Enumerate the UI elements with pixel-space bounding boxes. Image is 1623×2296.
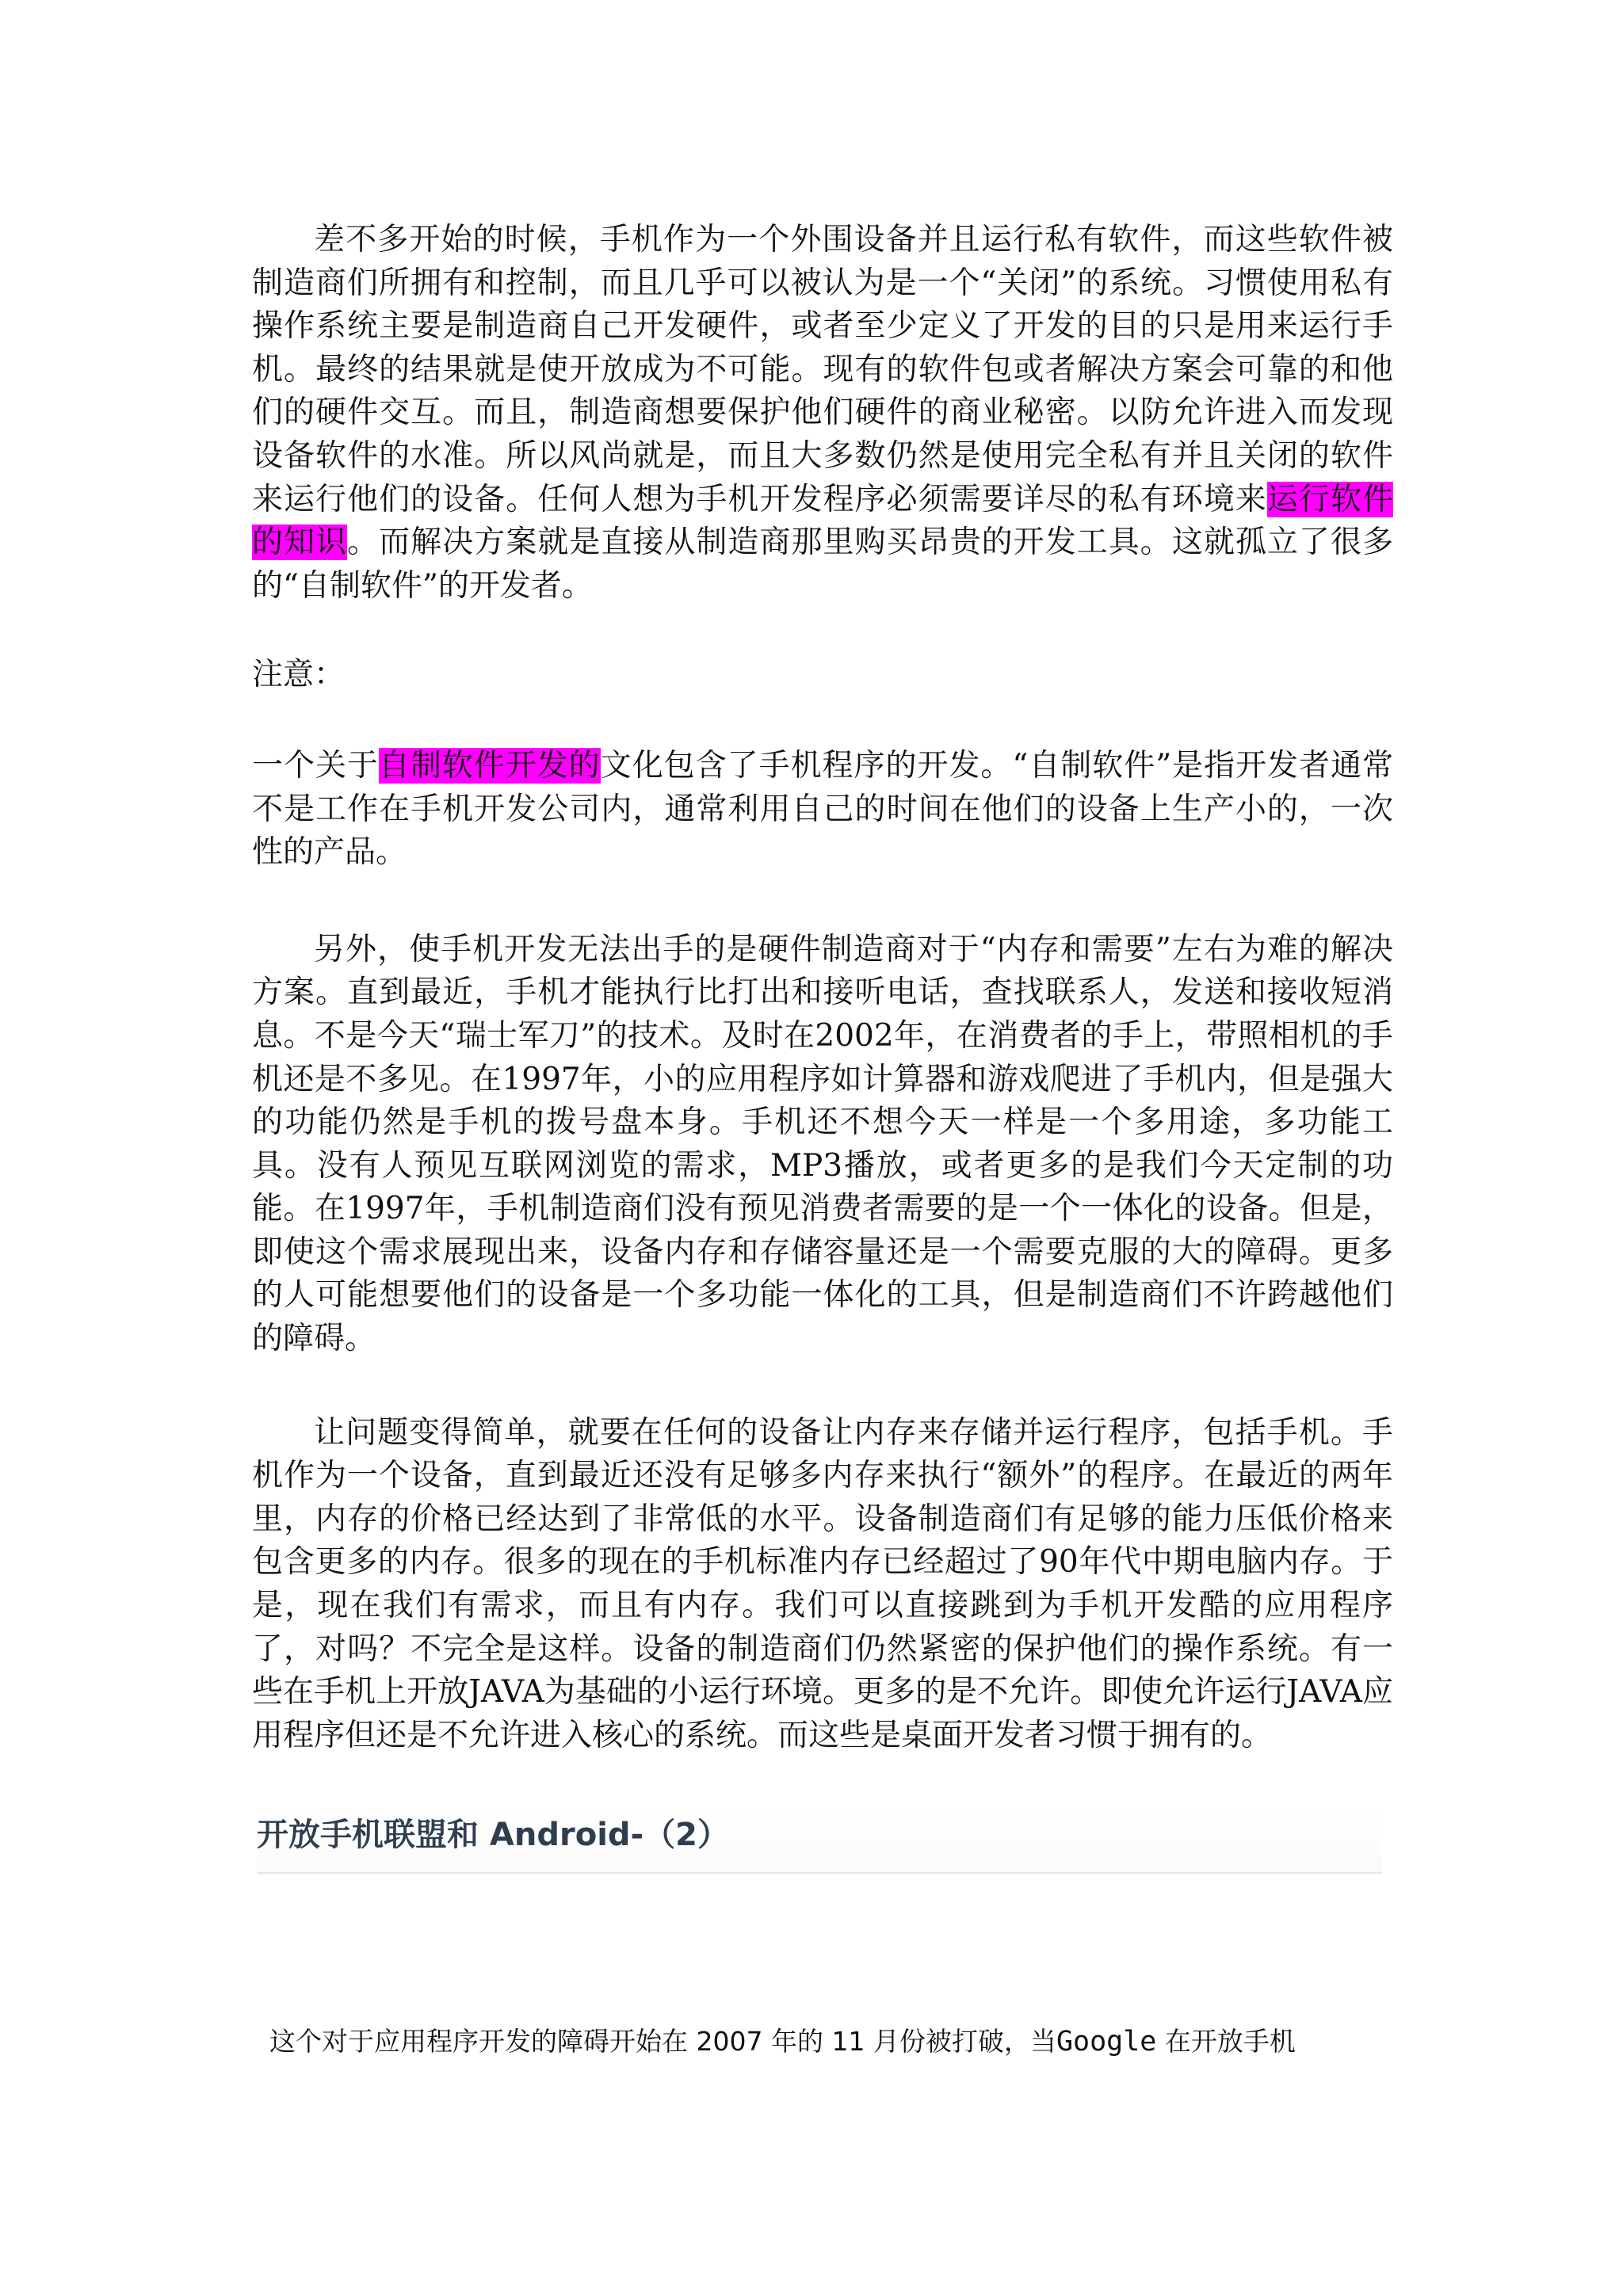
- paragraph-intro-tail: 。而解决方案就是直接从制造商那里购买昂贵的开发工具。这就孤立了很多的“自制软件”的开发者。: [252, 524, 1393, 604]
- paragraph-note: [252, 745, 1393, 875]
- note-label: 注意：: [252, 657, 346, 693]
- brand-google: Google: [1056, 2026, 1157, 2058]
- highlight-text: 运行软件的知识: [252, 481, 1393, 561]
- paragraph-android-intro: [252, 2024, 1393, 2059]
- section-heading: 开放手机联盟和 Android-（2）: [257, 1817, 729, 1854]
- paragraph-android-tail: 在开放手机: [1156, 2026, 1296, 2058]
- paragraph-intro: [252, 219, 1393, 608]
- paragraph-simplify: 让问题变得简单，就要在任何的设备让内存来存储并运行程序，包括手机。手机作为一个设备，直到最近还没有足够多内存来执行“额外”的程序。在最近的两年里，内存的价格已经达到了非常低的水平。设备制造商们有足够的能力压低价格来包含更多的内存。很多的现在的手机标准内存已经超过了90年代中期电脑内存。于是，现在我们有需求，而且有内存。我们可以直接跳到为手机开发酷的应用程序了，对吗？不完全是这样。设备的制造商们仍然紧密的保护他们的操作系统。有一些在手机上开放JAVA为基础的小运行环境。更多的是不允许。即使允许运行JAVA应用程序但还是不允许进入核心的系统。而这些是桌面开发者习惯于拥有的。: [252, 1414, 1393, 1753]
- section-heading-block: [257, 1806, 1382, 1874]
- paragraph-note-lead: 一个关于: [252, 747, 379, 784]
- document-page: [252, 219, 1393, 2059]
- paragraph-intro-text: 差不多开始的时候，手机作为一个外围设备并且运行私有软件，而这些软件被制造商们所拥有和控制，而且几乎可以被认为是一个“关闭”的系统。习惯使用私有操作系统主要是制造商自己开发硬件，或者至少定义了开发的目的只是用来运行手机。最终的结果就是使开放成为不可能。现有的软件包或者解决方案会可靠的和他们的硬件交互。而且，制造商想要保护他们硬件的商业秘密。以防允许进入而发现设备软件的水准。所以风尚就是，而且大多数仍然是使用完全私有并且关闭的软件来运行他们的设备。任何人想为手机开发程序必须需要详尽的私有环境来: [252, 222, 1393, 517]
- paragraph-note-tail: 文化包含了手机程序的开发。“自制软件”是指开发者通常不是工作在手机开发公司内，通常利用自己的时间在他们的设备上生产小的，一次性的产品。: [252, 747, 1393, 871]
- heading-divider: [257, 1872, 1382, 1874]
- highlight-text: 自制软件开发的: [378, 747, 601, 784]
- paragraph-android-lead: 这个对于应用程序开发的障碍开始在 2007 年的 11 月份被打破，当: [269, 2026, 1056, 2058]
- paragraph-memory: 另外，使手机开发无法出手的是硬件制造商对于“内存和需要”左右为难的解决方案。直到最近，手机才能执行比打出和接听电话，查找联系人，发送和接收短消息。不是今天“瑞士军刀”的技术。及时在2002年，在消费者的手上，带照相机的手机还是不多见。在1997年，小的应用程序如计算器和游戏爬进了手机内，但是强大的功能仍然是手机的拨号盘本身。手机还不想今天一样是一个多用途，多功能工具。没有人预见互联网浏览的需求，MP3播放，或者更多的是我们今天定制的功能。在1997年，手机制造商们没有预见消费者需要的是一个一体化的设备。但是，即使这个需求展现出来，设备内存和存储容量还是一个需要克服的大的障碍。更多的人可能想要他们的设备是一个多功能一体化的工具，但是制造商们不许跨越他们的障碍。: [252, 931, 1393, 1357]
